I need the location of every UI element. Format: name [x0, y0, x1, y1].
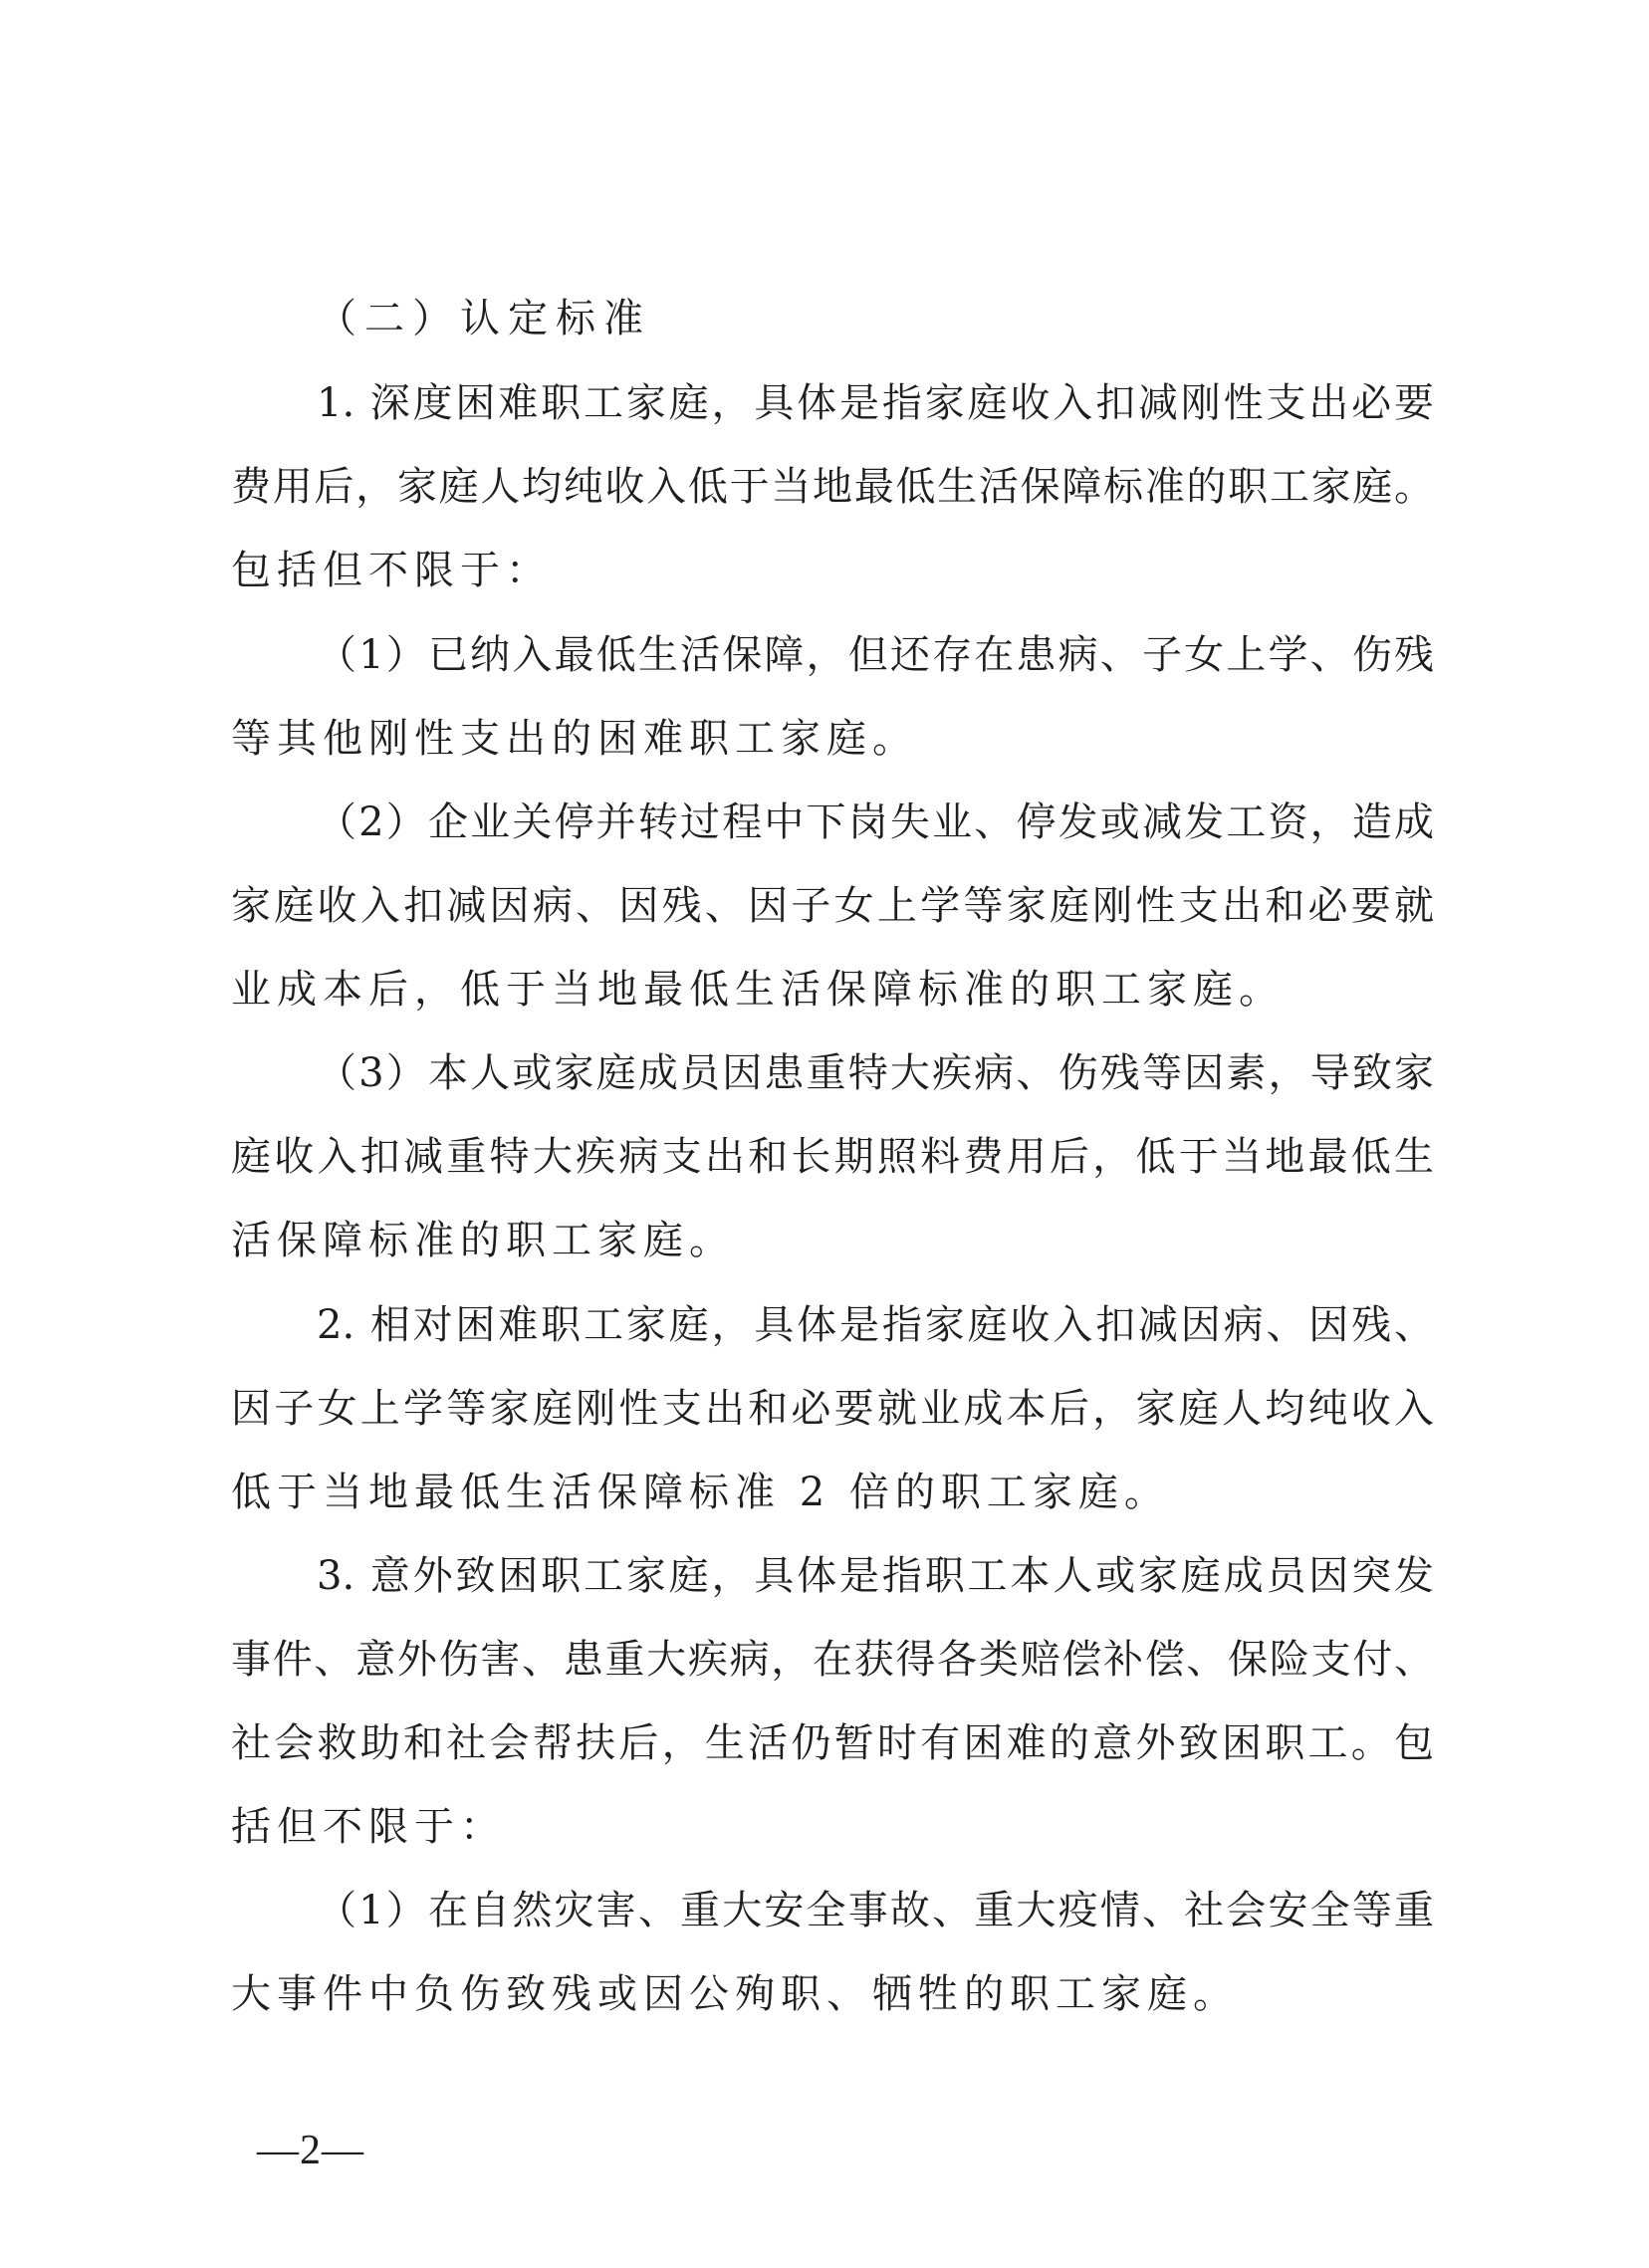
- paragraph-line: 3. 意外致困职工家庭，具体是指职工本人或家庭成员因突发: [317, 1553, 1434, 1599]
- paragraph-line: 1. 深度困难职工家庭，具体是指家庭收入扣减刚性支出必要: [317, 380, 1434, 426]
- paragraph-line: 业成本后，低于当地最低生活保障标准的职工家庭。: [231, 967, 1285, 1013]
- paragraph-line: 括但不限于：: [231, 1804, 506, 1850]
- section-heading: （二）认定标准: [317, 296, 651, 341]
- paragraph-line: （2）企业关停并转过程中下岗失业、停发或减发工资，造成: [317, 799, 1434, 845]
- paragraph-line: 家庭收入扣减因病、因残、因子女上学等家庭刚性支出和必要就: [231, 883, 1434, 929]
- paragraph-line: 庭收入扣减重特大疾病支出和长期照料费用后，低于当地最低生: [231, 1134, 1434, 1180]
- paragraph-line: 大事件中负伤致残或因公殉职、牺牲的职工家庭。: [231, 1971, 1239, 2017]
- paragraph-line: 社会救助和社会帮扶后，生活仍暂时有困难的意外致困职工。包: [231, 1720, 1434, 1766]
- paragraph-line: （1）已纳入最低生活保障，但还存在患病、子女上学、伤残: [317, 632, 1434, 678]
- paragraph-line: 2. 相对困难职工家庭，具体是指家庭收入扣减因病、因残、: [317, 1302, 1434, 1348]
- page-number: —2—: [257, 2128, 364, 2173]
- paragraph-line: 低于当地最低生活保障标准 2 倍的职工家庭。: [231, 1470, 1170, 1515]
- paragraph-line: （1）在自然灾害、重大安全事故、重大疫情、社会安全等重: [317, 1888, 1434, 1933]
- paragraph-line: 等其他刚性支出的困难职工家庭。: [231, 716, 918, 762]
- paragraph-line: 因子女上学等家庭刚性支出和必要就业成本后，家庭人均纯收入: [231, 1386, 1434, 1432]
- paragraph-line: 包括但不限于：: [231, 548, 552, 593]
- paragraph-line: （3）本人或家庭成员因患重特大疾病、伤残等因素，导致家: [317, 1050, 1434, 1096]
- paragraph-line: 事件、意外伤害、患重大疾病，在获得各类赔偿补偿、保险支付、: [231, 1637, 1434, 1683]
- paragraph-line: 活保障标准的职工家庭。: [231, 1218, 735, 1263]
- paragraph-line: 费用后，家庭人均纯收入低于当地最低生活保障标准的职工家庭。: [231, 464, 1434, 510]
